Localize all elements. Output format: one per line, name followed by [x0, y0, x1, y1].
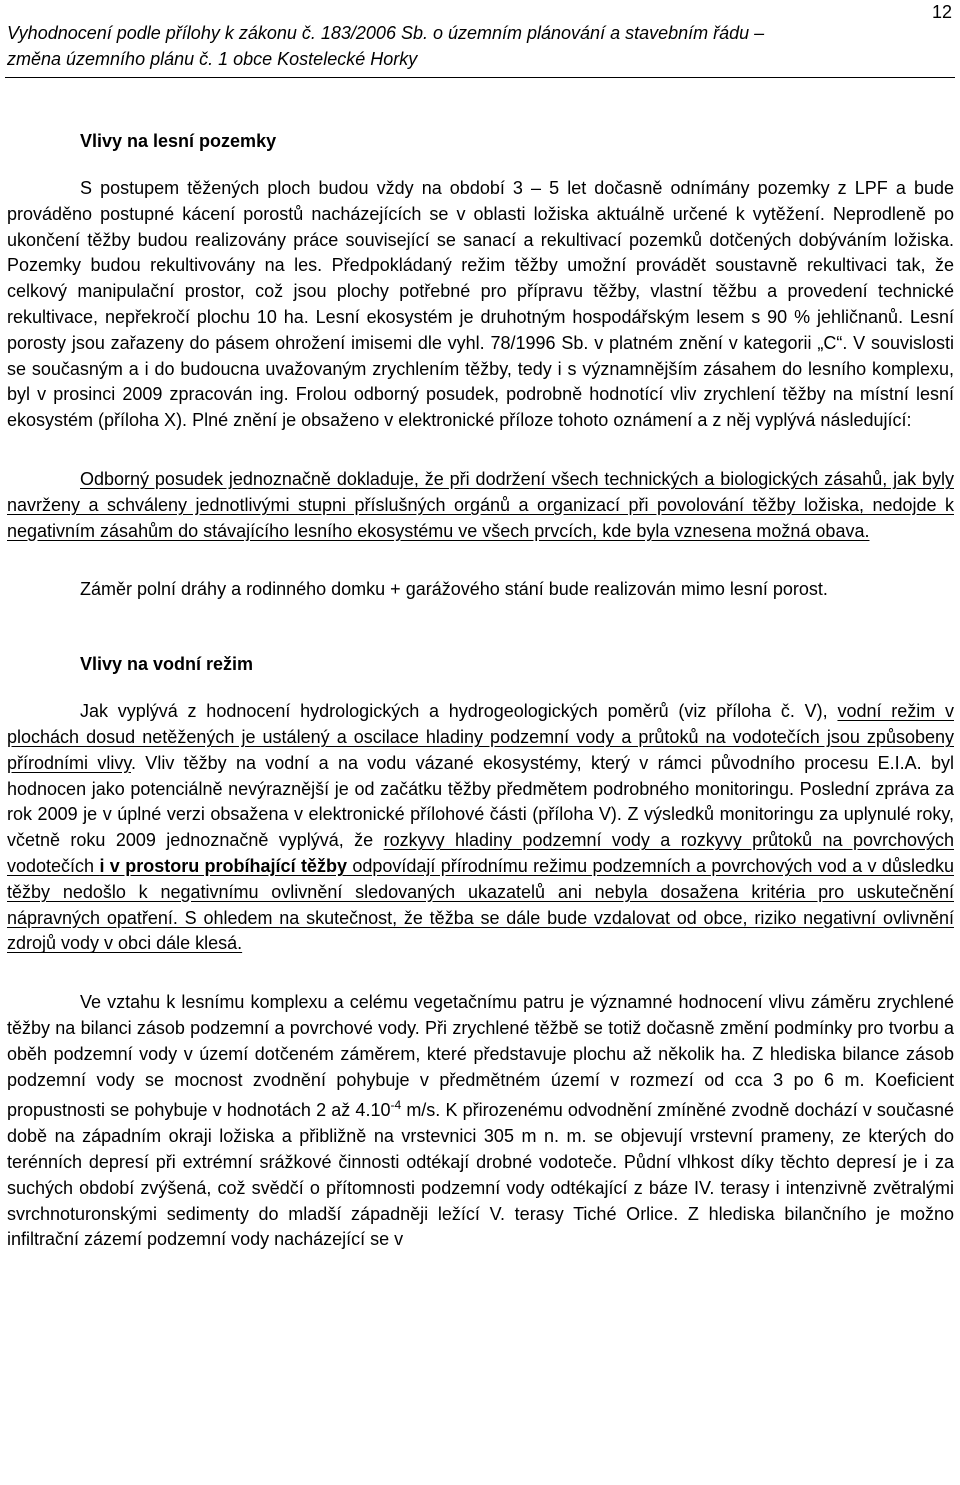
paragraph-text: Jak vyplývá z hodnocení hydrologických a hydrogeologických poměrů (viz příloha č. V), — [80, 701, 838, 722]
page-number: 12 — [931, 2, 952, 22]
paragraph-forest-2 — [7, 467, 954, 544]
paragraph-text: Záměr polní dráhy a rodinného domku + garážového stání bude realizován mimo lesní porost. — [80, 579, 828, 600]
paragraph-text: . Vliv těžby na vodní a na vodu vázané ekosystémy, který v rámci původního procesu E.I.A. byl hodnocen jako potenciálně nevýraznější je od začátku těžby předmětem podrobného monitoringu. Poslední zpráva za rok 2009 je v úplné verzi obsažena v elektronické přílohové části (příloha V). Z výsledků monitoringu za uplynulé roky, včetně roku 2009 jednoznačně vyplývá, že — [7, 752, 954, 851]
underlined-text: rozkyvy hladiny podzemní vody a rozkyvy průtoků na povrchových vodotečích — [7, 830, 955, 876]
paragraph-text: S postupem těžených ploch budou vždy na období 3 – 5 let dočasně odnímány pozemky z LPF a bude prováděno postupné kácení porostů nacházejících se v oblasti ložiska aktuálně určené k vytěžení. Neprodleně po ukončení těžby budou realizovány práce související se sanací a rekultivací pozemků dotčených dobýváním ložiska. Pozemky budou rekultivovány na les. Předpokládaný režim těžby umožní provádět soustavně rekultivaci tak, že celkový manipulační prostor, což jsou plochy potřebné pro přípravu těžby, vlastní těžbu a provedení technické rekultivace, nepřekročí plochu 10 ha. Lesní ekosystém je druhotným hospodářským lesem s 90 % jehličnanů. Lesní porosty jsou zařazeny do pásem ohrožení imisemi dle vyhl. 78/1996 Sb. v platném znění v kategorii „C“. V souvislosti se současným a i do budoucna uvažovaným zrychlením těžby, tedy i s významnějším zásahem do lesního komplexu, byl v prosinci 2009 zpracován ing. Frolou odborný posudek, podrobně hodnotící vliv zrychlení těžby na místní lesní ekosystém (příloha X). Plné znění je obsaženo v elektronické příloze tohoto oznámení a z něj vyplývá následující: — [7, 178, 954, 431]
header-line-1: Vyhodnocení podle přílohy k zákonu č. 183/2006 Sb. o územním plánování a stavebním řádu – — [7, 23, 765, 43]
paragraph-water-2 — [7, 990, 954, 1253]
running-header — [7, 20, 877, 72]
paragraph-text: Ve vztahu k lesnímu komplexu a celému vegetačnímu patru je významné hodnocení vlivu záměru zrychlené těžby na bilanci zásob podzemní a povrchové vody. Při zrychlené těžbě se totiž dočasně změní podmínky pro tvorbu a oběh podzemní vody v území dotčeném záměrem, které představuje plochu až několik ha. Z hlediska bilance zásob podzemní vody se mocnost zvodnění pohybuje v předmětném území v rozmezí od cca 3 po 6 m. Koeficient propustnosti se pohybuje v hodnotách 2 až 4.10 — [7, 992, 954, 1121]
underlined-text: vodní režim v plochách dosud netěžených je ustálený a oscilace hladiny podzemní vody a průtoků na vodotečích jsou způsobeny přírodními vlivy — [7, 701, 954, 773]
superscript-exponent: -4 — [390, 1098, 402, 1113]
bold-text: i v prostoru probíhající těžby — [99, 855, 347, 876]
page-body — [7, 128, 954, 1253]
bold-underlined-text — [99, 856, 347, 876]
underlined-conclusion: Odborný posudek jednoznačně dokladuje, že při dodržení všech technických a biologických zásahů, jak byly navrženy a schváleny jednotlivými stupni příslušných orgánů a organizací při povolování těžby ložiska, nedojde k negativním zásahům do stávajícího lesního ekosystému ve všech prvcích, kde byla vznesena možná obava. — [7, 468, 954, 541]
section-heading-water: Vlivy na vodní režim — [80, 654, 254, 675]
section-heading-forest: Vlivy na lesní pozemky — [80, 131, 277, 151]
header-line-2: změna územního plánu č. 1 obce Kostelecké Horky — [7, 49, 418, 69]
paragraph-text: m/s. K přirozenému odvodnění zmíněné zvodně dochází v současné době na západním okraji ložiska a přibližně na vrstevnici 305 m n. m. se objevují vrstevní prameny, ze kterých do terénních depresí při extrémní srážkové činnosti odtékají drobné vodoteče. Půdní vlhkost díky těchto depresí je i za suchých období zvýšená, což svědčí o přítomnosti podzemní vody odtékající z báze IV. terasy i intenzivně zvětralými svrchnoturonskými sedimenty do mladší západněji ležící V. terasy Tiché Orlice. Z hlediska bilančního je možno infiltrační zázemí podzemní vody nacházející se v — [7, 1100, 954, 1250]
underlined-text: odpovídají přírodnímu režimu podzemních a povrchových vod a v důsledku těžby nedošlo k negativnímu ovlivnění sledovaných ukazatelů ani nebyla dosažena kritéria pro uskutečnění nápravných opatření. S ohledem na skutečnost, že těžba se dále bude vzdalovat od obce, riziko negativní ovlivnění zdrojů vody v obci dále klesá. — [7, 855, 954, 954]
paragraph-forest-3 — [7, 577, 954, 603]
paragraph-forest-1 — [7, 176, 954, 434]
paragraph-water-1 — [7, 699, 954, 957]
header-rule — [5, 77, 955, 78]
